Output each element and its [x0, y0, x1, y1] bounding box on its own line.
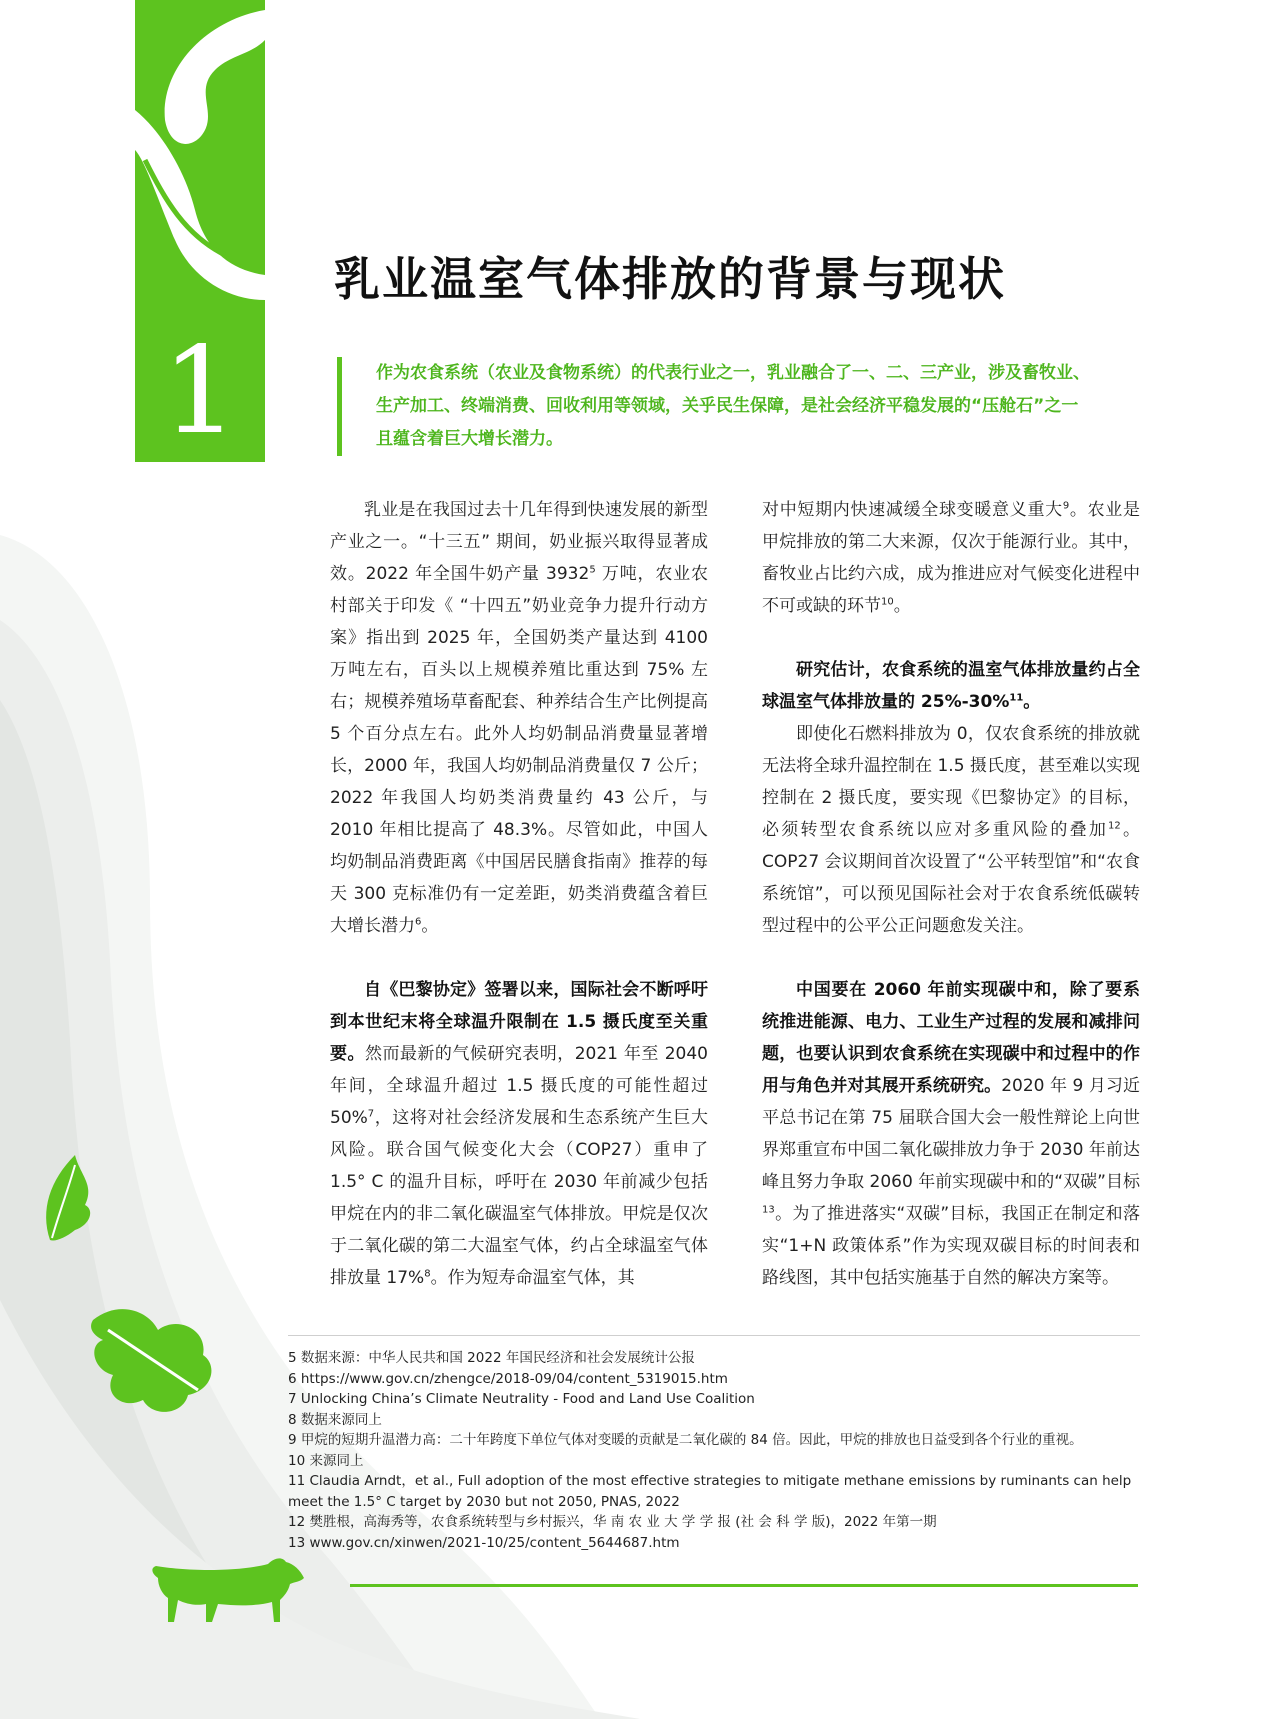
- footnotes: [288, 1348, 1140, 1553]
- footnote-ref: 5: [589, 564, 596, 576]
- left-paragraph-1: 乳业是在我国过去十几年得到快速发展的新型产业之一。“十三五” 期间，奶业振兴取得显著成效。2022 年全国牛奶产量 3932$^5$ 万吨，农业农村部关于印发《 “十四五”奶业竞争力提升行动方案》指出到 2025 年，全国奶类产量达到 4100 万吨左右，百头以上规模养殖比重达到 75% 左右；规模养殖场草畜配套、种养结合生产比例提高 5 个百分点左右。此外人均奶制品消费量显著增长，2000 年，我国人均奶制品消费量仅 7 公斤；2022 年我国人均奶类消费量约 43 公斤，与 2010 年相比提高了 48.3%。尽管如此，中国人均奶制品消费距离《中国居民膳食指南》推荐的每天 300 克标准仍有一定差距，奶类消费蕴含着巨大增长潜力$^6$。: [330, 500, 708, 936]
- footnote-item: 12 樊胜根，高海秀等，农食系统转型与乡村振兴，华 南 农 业 大 学 学 报 (社 会 科 学 版)，2022 年第一期: [288, 1514, 937, 1530]
- footnote-item: 8 数据来源同上: [288, 1411, 382, 1428]
- cow-icon: [148, 1556, 308, 1628]
- footnote-ref: 7: [367, 1108, 375, 1120]
- right-column: [762, 494, 1140, 1294]
- right-paragraph-2: 研究估计，农食系统的温室气体排放量约占全球温室气体排放量的 25%-30%$^{11}$。: [762, 660, 1140, 712]
- bottom-divider: [350, 1584, 1138, 1587]
- footnote-item: 13 www.gov.cn/xinwen/2021-10/25/content_5644687.htm: [288, 1534, 680, 1551]
- chapter-band: [135, 0, 265, 462]
- intro-text: 作为农食系统（农业及食物系统）的代表行业之一，乳业融合了一、二、三产业，涉及畜牧业、生产加工、终端消费、回收利用等领域，关乎民生保障，是社会经济平稳发展的“压舱石”之一且蕴含着巨大增长潜力。: [376, 363, 1090, 449]
- left-paragraph-2: 自《巴黎协定》签署以来，国际社会不断呼吁到本世纪末将全球温升限制在 1.5 摄氏度至关重要。然而最新的气候研究表明，2021 年至 2040 年间，全球温升超过 1.5 摄氏度的可能性超过 50%$^7$，这将对社会经济发展和生态系统产生巨大风险。联合国气候变化大会（COP27）重申了 1.5° C 的温升目标，呼吁在 2030 年前减少包括甲烷在内的非二氧化碳温室气体排放。甲烷是仅次于二氧化碳的第二大温室气体，约占全球温室气体排放量 17%$^8$。作为短寿命温室气体，其: [330, 980, 708, 1288]
- footnote-ref: 12: [1108, 820, 1121, 832]
- footnote-ref: 11: [1009, 692, 1024, 704]
- left-column: [330, 494, 708, 1294]
- footnote-ref: 9: [1062, 500, 1070, 512]
- footnote-item: 5 数据来源：中华人民共和国 2022 年国民经济和社会发展统计公报: [288, 1350, 695, 1366]
- chapter-number: 1: [161, 322, 239, 461]
- right-paragraph-4: 中国要在 2060 年前实现碳中和，除了要系统推进能源、电力、工业生产过程的发展和减排问题，也要认识到农食系统在实现碳中和过程中的作用与角色并对其展开系统研究。2020 年 9 月习近平总书记在第 75 届联合国大会一般性辩论上向世界郑重宣布中国二氧化碳排放力争于 2030 年前达峰且努力争取 2060 年前实现碳中和的“双碳”目标$^{13}$。为了推进落实“双碳”目标，我国正在制定和落实“1+N 政策体系”作为实现双碳目标的时间表和路线图，其中包括实施基于自然的解决方案等。: [762, 980, 1141, 1288]
- right-paragraph-1: 对中短期内快速减缓全球变暖意义重大$^9$。农业是甲烷排放的第二大来源，仅次于能源行业。其中，畜牧业占比约六成，成为推进应对气候变化进程中不可或缺的环节$^{10}$。: [762, 500, 1141, 616]
- footnote-item: 11 Claudia Arndt，et al., Full adoption of the most effective strategies to mitigate methane emissions by ruminants can help meet the 1.5° C target by 2030 but not 2050, PNAS, 2022: [288, 1473, 1132, 1510]
- footnote-ref: 6: [415, 916, 422, 928]
- intro-quote: [337, 357, 1094, 456]
- leaf-icon: [88, 1300, 223, 1420]
- page-title: 乳业温室气体排放的背景与现状: [334, 252, 1006, 306]
- footnote-divider: [288, 1335, 1140, 1336]
- footnote-item: 9 甲烷的短期升温潜力高：二十年跨度下单位气体对变暖的贡献是二氧化碳的 84 倍。因此，甲烷的排放也日益受到各个行业的重视。: [288, 1432, 1083, 1448]
- leaf-icon: [40, 1150, 95, 1245]
- footnote-item: 7 Unlocking China’s Climate Neutrality - Food and Land Use Coalition: [288, 1391, 755, 1407]
- footnote-item: 10 来源同上: [288, 1452, 364, 1469]
- footnote-item: 6 https://www.gov.cn/zhengce/2018-09/04/content_5319015.htm: [288, 1370, 728, 1387]
- right-paragraph-3: 即使化石燃料排放为 0，仅农食系统的排放就无法将全球升温控制在 1.5 摄氏度，甚至难以实现控制在 2 摄氏度，要实现《巴黎协定》的目标，必须转型农食系统以应对多重风险的叠加$^{12}$。COP27 会议期间首次设置了“公平转型馆”和“农食系统馆”，可以预见国际社会对于农食系统低碳转型过程中的公平公正问题愈发关注。: [762, 724, 1141, 936]
- footnote-ref: 10: [881, 596, 894, 608]
- footnote-ref: 13: [762, 1204, 775, 1216]
- footnote-ref: 8: [424, 1268, 431, 1280]
